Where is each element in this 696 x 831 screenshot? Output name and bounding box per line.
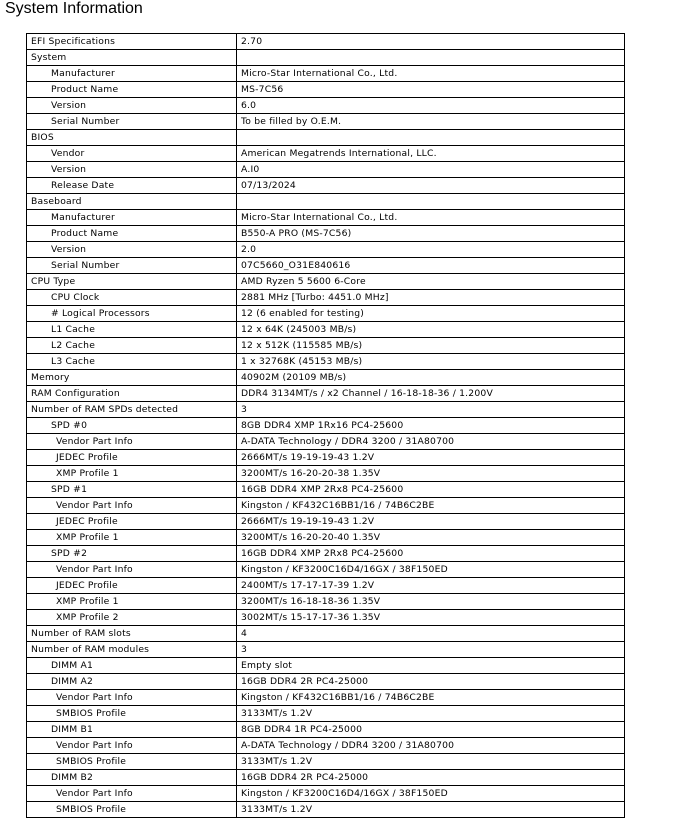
table-row	[27, 658, 625, 674]
row-label: SPD #2	[27, 546, 237, 562]
table-row	[27, 434, 625, 450]
table-row	[27, 338, 625, 354]
table-row	[27, 402, 625, 418]
table-row	[27, 146, 625, 162]
table-row	[27, 690, 625, 706]
row-value	[237, 130, 625, 146]
table-row	[27, 354, 625, 370]
table-row	[27, 50, 625, 66]
row-label: Serial Number	[27, 258, 237, 274]
row-value: A-DATA Technology / DDR4 3200 / 31A80700	[237, 738, 625, 754]
system-info-table	[26, 33, 625, 818]
row-label: Manufacturer	[27, 210, 237, 226]
row-value: 2666MT/s 19-19-19-43 1.2V	[237, 514, 625, 530]
row-value: Empty slot	[237, 658, 625, 674]
row-value: 2666MT/s 19-19-19-43 1.2V	[237, 450, 625, 466]
row-value: 2400MT/s 17-17-17-39 1.2V	[237, 578, 625, 594]
row-label: JEDEC Profile	[27, 450, 237, 466]
page-title: System Information	[5, 0, 143, 17]
row-value: 3200MT/s 16-20-20-40 1.35V	[237, 530, 625, 546]
table-row	[27, 498, 625, 514]
table-row	[27, 178, 625, 194]
row-value: 2881 MHz [Turbo: 4451.0 MHz]	[237, 290, 625, 306]
table-row	[27, 418, 625, 434]
table-row	[27, 290, 625, 306]
table-row	[27, 322, 625, 338]
row-label: Memory	[27, 370, 237, 386]
row-value: Micro-Star International Co., Ltd.	[237, 210, 625, 226]
row-value: AMD Ryzen 5 5600 6-Core	[237, 274, 625, 290]
row-value: MS-7C56	[237, 82, 625, 98]
row-value: 3200MT/s 16-18-18-36 1.35V	[237, 594, 625, 610]
row-value: 12 x 64K (245003 MB/s)	[237, 322, 625, 338]
row-value: 16GB DDR4 2R PC4-25000	[237, 770, 625, 786]
row-label: Manufacturer	[27, 66, 237, 82]
row-label: Number of RAM slots	[27, 626, 237, 642]
row-label: SMBIOS Profile	[27, 802, 237, 818]
row-value: 2.0	[237, 242, 625, 258]
row-label: Serial Number	[27, 114, 237, 130]
table-row	[27, 706, 625, 722]
table-row	[27, 370, 625, 386]
row-value: A-DATA Technology / DDR4 3200 / 31A80700	[237, 434, 625, 450]
row-value: 3133MT/s 1.2V	[237, 706, 625, 722]
row-label: L1 Cache	[27, 322, 237, 338]
row-value: Kingston / KF432C16BB1/16 / 74B6C2BE	[237, 498, 625, 514]
row-label: RAM Configuration	[27, 386, 237, 402]
table-row	[27, 66, 625, 82]
table-row	[27, 162, 625, 178]
row-value: 8GB DDR4 XMP 1Rx16 PC4-25600	[237, 418, 625, 434]
row-value: To be filled by O.E.M.	[237, 114, 625, 130]
row-label: L2 Cache	[27, 338, 237, 354]
table-row	[27, 514, 625, 530]
row-label: Vendor Part Info	[27, 434, 237, 450]
row-value: 3133MT/s 1.2V	[237, 802, 625, 818]
table-row	[27, 194, 625, 210]
row-label: DIMM B2	[27, 770, 237, 786]
row-label: SPD #1	[27, 482, 237, 498]
row-value: 16GB DDR4 XMP 2Rx8 PC4-25600	[237, 546, 625, 562]
table-row	[27, 546, 625, 562]
row-label: Version	[27, 162, 237, 178]
table-row	[27, 610, 625, 626]
table-row	[27, 210, 625, 226]
row-label: EFI Specifications	[27, 34, 237, 50]
row-value: 16GB DDR4 2R PC4-25000	[237, 674, 625, 690]
table-row	[27, 802, 625, 818]
row-label: SPD #0	[27, 418, 237, 434]
row-value: Micro-Star International Co., Ltd.	[237, 66, 625, 82]
table-row	[27, 642, 625, 658]
table-row	[27, 530, 625, 546]
row-label: XMP Profile 1	[27, 466, 237, 482]
row-label: Release Date	[27, 178, 237, 194]
row-value: 3002MT/s 15-17-17-36 1.35V	[237, 610, 625, 626]
row-value: DDR4 3134MT/s / x2 Channel / 16-18-18-36 / 1.200V	[237, 386, 625, 402]
row-label: Product Name	[27, 226, 237, 242]
row-value: 3133MT/s 1.2V	[237, 754, 625, 770]
table-row	[27, 578, 625, 594]
row-label: XMP Profile 1	[27, 530, 237, 546]
row-label: Vendor	[27, 146, 237, 162]
table-row	[27, 626, 625, 642]
row-value: Kingston / KF3200C16D4/16GX / 38F150ED	[237, 562, 625, 578]
row-label: Number of RAM modules	[27, 642, 237, 658]
row-value: American Megatrends International, LLC.	[237, 146, 625, 162]
row-value	[237, 194, 625, 210]
table-row	[27, 466, 625, 482]
row-label: DIMM A1	[27, 658, 237, 674]
table-row	[27, 754, 625, 770]
row-value	[237, 50, 625, 66]
table-row	[27, 226, 625, 242]
row-value: B550-A PRO (MS-7C56)	[237, 226, 625, 242]
row-label: JEDEC Profile	[27, 514, 237, 530]
row-value: 07/13/2024	[237, 178, 625, 194]
row-label: System	[27, 50, 237, 66]
row-label: CPU Clock	[27, 290, 237, 306]
row-label: SMBIOS Profile	[27, 706, 237, 722]
row-label: DIMM B1	[27, 722, 237, 738]
row-value: 12 x 512K (115585 MB/s)	[237, 338, 625, 354]
row-label: L3 Cache	[27, 354, 237, 370]
table-row	[27, 130, 625, 146]
row-value: 4	[237, 626, 625, 642]
table-row	[27, 274, 625, 290]
row-value: 12 (6 enabled for testing)	[237, 306, 625, 322]
row-value: 16GB DDR4 XMP 2Rx8 PC4-25600	[237, 482, 625, 498]
row-label: XMP Profile 1	[27, 594, 237, 610]
table-row	[27, 450, 625, 466]
row-value: 1 x 32768K (45153 MB/s)	[237, 354, 625, 370]
table-row	[27, 674, 625, 690]
row-label: Version	[27, 98, 237, 114]
row-value: 8GB DDR4 1R PC4-25000	[237, 722, 625, 738]
row-label: Vendor Part Info	[27, 562, 237, 578]
row-value: 2.70	[237, 34, 625, 50]
row-label: BIOS	[27, 130, 237, 146]
row-value: 3	[237, 402, 625, 418]
row-label: JEDEC Profile	[27, 578, 237, 594]
row-label: DIMM A2	[27, 674, 237, 690]
table-row	[27, 482, 625, 498]
table-row	[27, 786, 625, 802]
row-value: A.I0	[237, 162, 625, 178]
row-value: 3	[237, 642, 625, 658]
row-label: Number of RAM SPDs detected	[27, 402, 237, 418]
table-row	[27, 98, 625, 114]
row-label: Version	[27, 242, 237, 258]
table-row	[27, 594, 625, 610]
table-row	[27, 258, 625, 274]
table-row	[27, 738, 625, 754]
row-value: Kingston / KF432C16BB1/16 / 74B6C2BE	[237, 690, 625, 706]
system-info-table-body	[27, 34, 625, 818]
table-row	[27, 306, 625, 322]
row-label: Baseboard	[27, 194, 237, 210]
table-row	[27, 114, 625, 130]
table-row	[27, 562, 625, 578]
row-label: XMP Profile 2	[27, 610, 237, 626]
table-row	[27, 770, 625, 786]
row-label: CPU Type	[27, 274, 237, 290]
table-row	[27, 34, 625, 50]
table-row	[27, 242, 625, 258]
row-value: 40902M (20109 MB/s)	[237, 370, 625, 386]
table-row	[27, 82, 625, 98]
row-label: Product Name	[27, 82, 237, 98]
row-value: Kingston / KF3200C16D4/16GX / 38F150ED	[237, 786, 625, 802]
row-value: 07C5660_O31E840616	[237, 258, 625, 274]
row-value: 3200MT/s 16-20-20-38 1.35V	[237, 466, 625, 482]
row-label: SMBIOS Profile	[27, 754, 237, 770]
row-label: # Logical Processors	[27, 306, 237, 322]
row-label: Vendor Part Info	[27, 786, 237, 802]
row-value: 6.0	[237, 98, 625, 114]
row-label: Vendor Part Info	[27, 690, 237, 706]
table-row	[27, 722, 625, 738]
row-label: Vendor Part Info	[27, 498, 237, 514]
row-label: Vendor Part Info	[27, 738, 237, 754]
table-row	[27, 386, 625, 402]
